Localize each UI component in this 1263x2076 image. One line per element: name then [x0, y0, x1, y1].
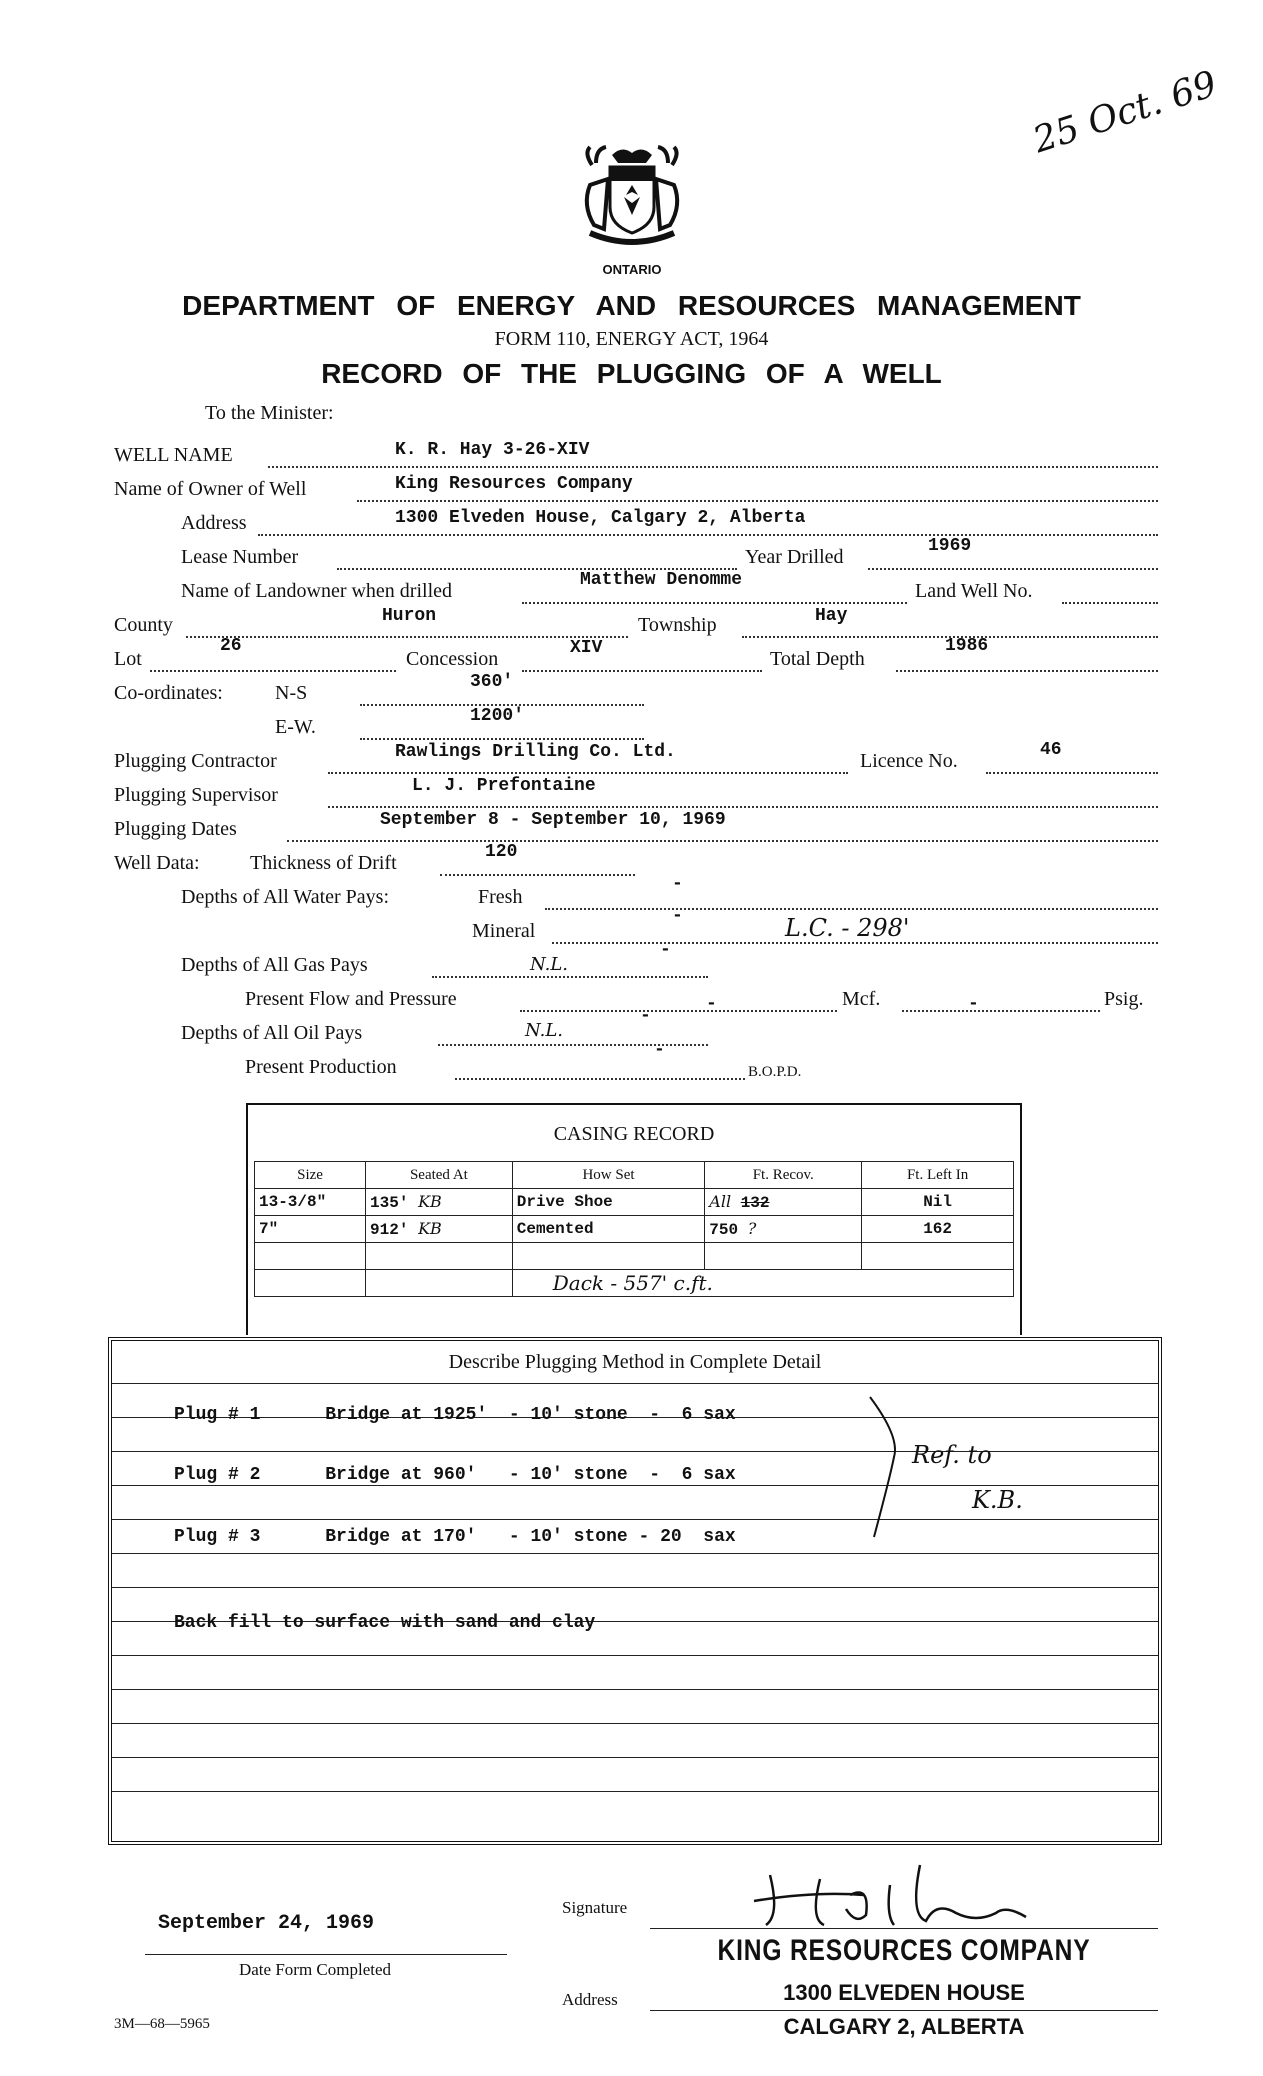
casing-note: Dack - 557' c.ft.	[512, 1270, 1013, 1297]
casing-header: Seated At	[366, 1162, 513, 1189]
owner-value: King Resources Company	[395, 474, 633, 494]
form-code: 3M—68—5965	[114, 2016, 210, 2032]
year-value: 1969	[928, 536, 972, 556]
crest-banner: ONTARIO	[602, 262, 662, 277]
flow-value: -	[706, 994, 717, 1014]
fresh-label: Fresh	[478, 886, 523, 908]
well-data-label: Well Data:	[114, 852, 200, 874]
casing-how-set: Cemented	[512, 1216, 705, 1243]
casing-title: CASING RECORD	[553, 1123, 715, 1145]
county-value: Huron	[382, 606, 437, 626]
to-minister: To the Minister:	[205, 402, 334, 424]
casing-left-in: Nil	[862, 1189, 1014, 1216]
plug-line: Plug # 3 Bridge at 170' - 10' stone - 20 sax	[174, 1527, 736, 1547]
ontario-crest	[572, 145, 692, 255]
ns-value: 360'	[470, 672, 514, 692]
crest-motto	[572, 245, 692, 246]
casing-seated: 135' KB	[366, 1189, 513, 1216]
oil-pays-value: N.L.	[525, 1020, 563, 1041]
casing-header: How Set	[512, 1162, 705, 1189]
company-name: KING RESOURCES COMPANY	[717, 1934, 1091, 1967]
township-value: Hay	[815, 606, 848, 626]
signature-mark	[740, 1855, 1060, 1935]
casing-header: Ft. Recov.	[705, 1162, 862, 1189]
township-label: Township	[638, 614, 717, 636]
company-address-line1: 1300 ELVEDEN HOUSE	[783, 1980, 1025, 2005]
margin-date-note: 25 Oct. 69	[1028, 63, 1222, 162]
plug-line: Plug # 2 Bridge at 960' - 10' stone - 6 sax	[174, 1465, 736, 1485]
county-label: County	[114, 614, 173, 636]
landowner-label: Name of Landowner when drilled	[181, 580, 453, 602]
pressure-value: -	[968, 994, 979, 1014]
table-row	[255, 1243, 1014, 1270]
land-well-label: Land Well No.	[915, 580, 1033, 602]
casing-table	[254, 1161, 1014, 1297]
year-label: Year Drilled	[745, 546, 844, 568]
mineral-label: Mineral	[472, 920, 536, 942]
department-heading: DEPARTMENT OF ENERGY AND RESOURCES MANAGEMENT	[182, 290, 1081, 321]
mineral-handwritten-value: L.C. - 298'	[785, 914, 910, 942]
total-depth-value: 1986	[945, 636, 989, 656]
plug-note-ref: Ref. to	[912, 1441, 992, 1469]
lot-label: Lot	[114, 648, 142, 670]
supervisor-label: Plugging Supervisor	[114, 784, 278, 806]
well-name-label: WELL NAME	[114, 444, 233, 466]
licence-value: 46	[1040, 740, 1062, 760]
record-title: RECORD OF THE PLUGGING OF A WELL	[321, 358, 942, 389]
production-label: Present Production	[245, 1056, 397, 1078]
bopd-label: B.O.P.D.	[748, 1064, 802, 1080]
oil-pays-dash: -	[640, 1006, 651, 1026]
plug-note-kb: K.B.	[972, 1486, 1023, 1514]
dates-value: September 8 - September 10, 1969	[380, 810, 726, 830]
production-value: -	[654, 1040, 665, 1060]
casing-header: Ft. Left In	[862, 1162, 1014, 1189]
casing-recovered: All 132	[705, 1189, 862, 1216]
contractor-value: Rawlings Drilling Co. Ltd.	[395, 742, 676, 762]
flow-label: Present Flow and Pressure	[245, 988, 457, 1010]
casing-header-row	[255, 1162, 1014, 1189]
mcf-label: Mcf.	[842, 988, 881, 1010]
address-label: Address	[181, 512, 247, 534]
psig-label: Psig.	[1104, 988, 1144, 1010]
drift-value: 120	[485, 842, 518, 862]
casing-how-set: Drive Shoe	[512, 1189, 705, 1216]
lot-value: 26	[220, 636, 242, 656]
ns-label: N-S	[275, 682, 308, 704]
water-pays-label: Depths of All Water Pays:	[181, 886, 389, 908]
gas-pays-value: N.L.	[530, 954, 568, 975]
casing-left-in: 162	[862, 1216, 1014, 1243]
signature-label: Signature	[562, 1898, 628, 1917]
fresh-value: -	[672, 874, 683, 894]
dates-label: Plugging Dates	[114, 818, 237, 840]
plug-line: Back fill to surface with sand and clay	[174, 1613, 596, 1633]
supervisor-value: L. J. Prefontaine	[412, 776, 596, 796]
lease-label: Lease Number	[181, 546, 299, 568]
date-completed-label: Date Form Completed	[238, 1960, 392, 1979]
table-row	[255, 1270, 1014, 1297]
owner-label: Name of Owner of Well	[114, 478, 307, 500]
plug-line: Plug # 1 Bridge at 1925' - 10' stone - 6 sax	[174, 1405, 736, 1425]
plugging-method-box	[108, 1337, 1162, 1845]
drift-label: Thickness of Drift	[250, 852, 397, 874]
oil-pays-label: Depths of All Oil Pays	[181, 1022, 363, 1044]
form-subheading: FORM 110, ENERGY ACT, 1964	[494, 328, 769, 350]
address-footer-label: Address	[562, 1990, 618, 2009]
gas-pays-label: Depths of All Gas Pays	[181, 954, 368, 976]
table-row	[255, 1189, 1014, 1216]
plugging-title: Describe Plugging Method in Complete Detail	[448, 1351, 822, 1373]
address-value: 1300 Elveden House, Calgary 2, Alberta	[395, 508, 806, 528]
casing-size: 7"	[255, 1216, 366, 1243]
contractor-label: Plugging Contractor	[114, 750, 277, 772]
company-address-line2: CALGARY 2, ALBERTA	[783, 2014, 1025, 2039]
coords-label: Co-ordinates:	[114, 682, 223, 704]
ew-value: 1200'	[470, 706, 525, 726]
concession-label: Concession	[406, 648, 499, 670]
well-name-value: K. R. Hay 3-26-XIV	[395, 440, 590, 460]
total-depth-label: Total Depth	[770, 648, 865, 670]
licence-label: Licence No.	[860, 750, 958, 772]
landowner-value: Matthew Denomme	[580, 570, 743, 590]
casing-recovered: 750 ?	[705, 1216, 862, 1243]
concession-value: XIV	[570, 638, 603, 658]
casing-header: Size	[255, 1162, 366, 1189]
date-completed-value: September 24, 1969	[158, 1912, 375, 1935]
brace-mark	[864, 1393, 904, 1543]
coat-of-arms-icon	[572, 145, 692, 255]
table-row	[255, 1216, 1014, 1243]
gas-pays-dash: -	[660, 940, 671, 960]
casing-seated: 912' KB	[366, 1216, 513, 1243]
casing-size: 13-3/8"	[255, 1189, 366, 1216]
ew-label: E-W.	[275, 716, 316, 738]
mineral-typed-value: -	[672, 906, 683, 926]
casing-record-box	[246, 1103, 1022, 1335]
